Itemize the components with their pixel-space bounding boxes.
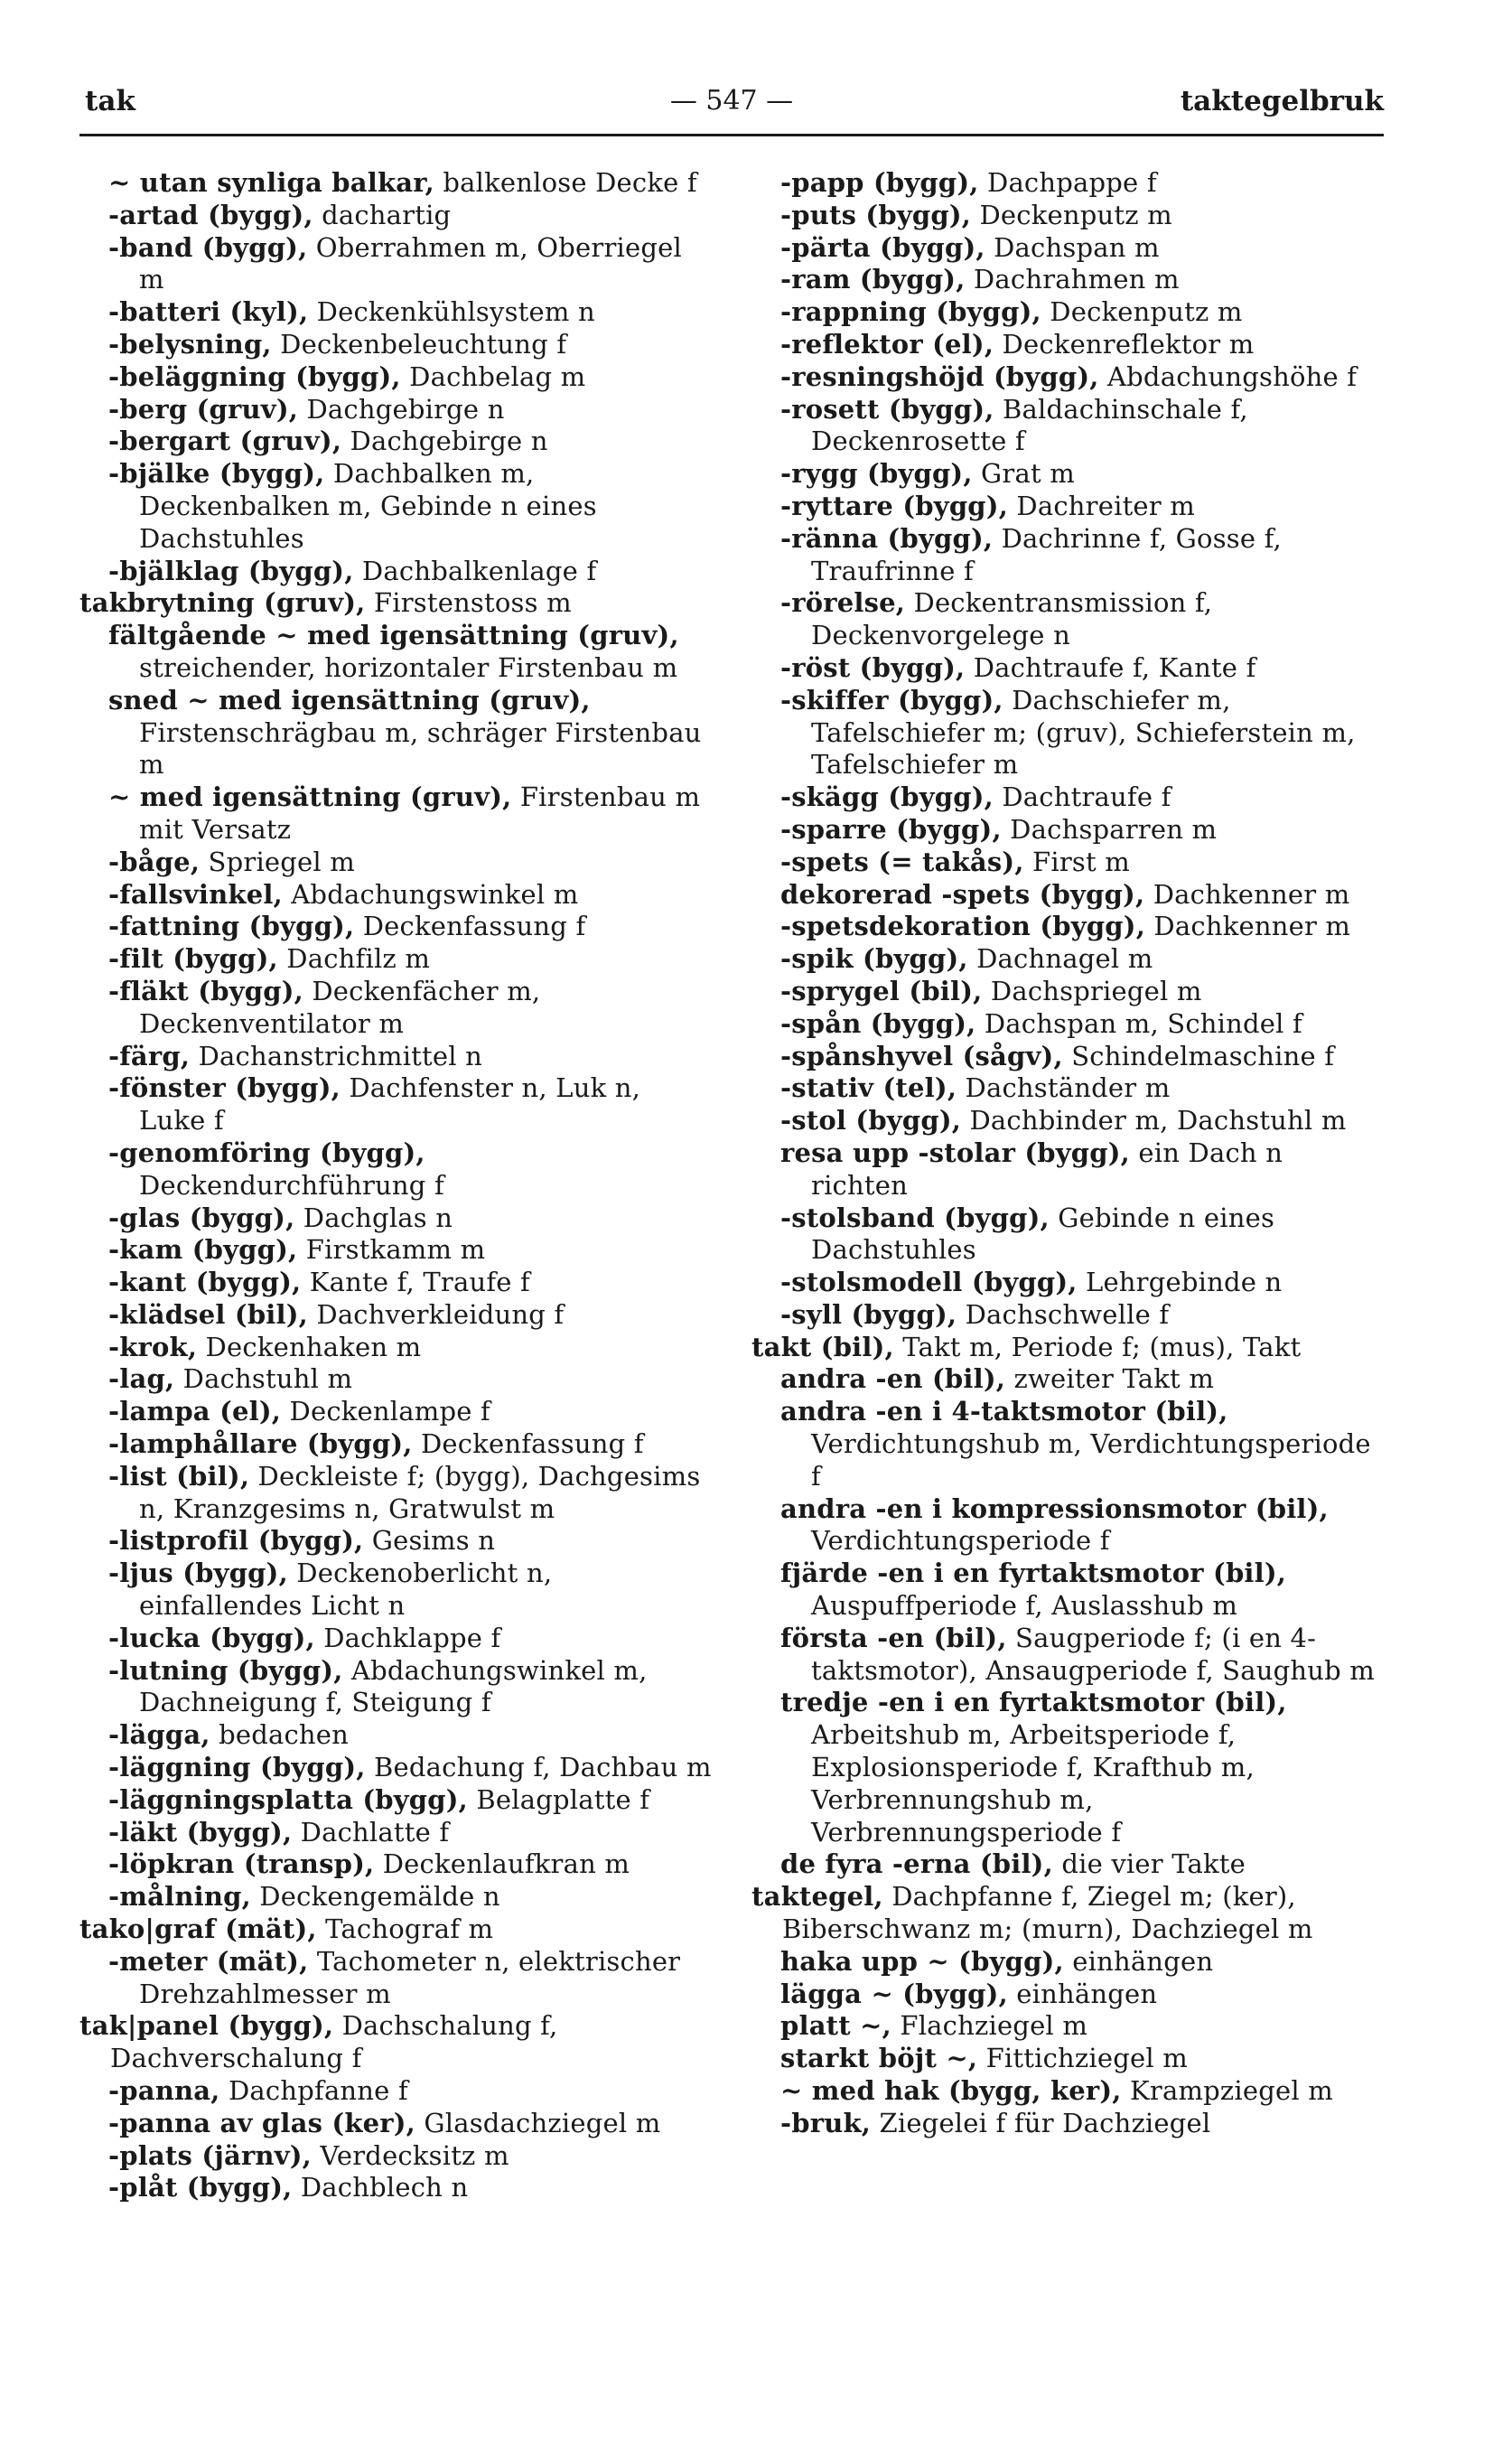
- entry-translation: Dachtraufe f, Kante f: [965, 651, 1256, 683]
- entry-translation: Saugperiode f; (i en 4-taktsmotor), Ansaugperiode f, Saughub m: [811, 1622, 1376, 1686]
- entry-headword: -krok,: [108, 1331, 198, 1362]
- page-number: — 547 —: [669, 85, 794, 117]
- entry-headword: platt ~,: [780, 2010, 891, 2042]
- left-column: [79, 167, 712, 2204]
- dictionary-entry: [751, 1558, 1384, 1623]
- dictionary-entry: [79, 2010, 712, 2075]
- dictionary-entry: [79, 1428, 712, 1461]
- entry-translation: Tachometer n, elektrischer Drehzahlmesser m: [139, 1945, 689, 2009]
- entry-translation: Dachklappe f: [314, 1622, 501, 1653]
- entry-headword: -sprygel (bil),: [780, 975, 983, 1006]
- entry-translation: Deckenputz m: [971, 199, 1172, 230]
- entry-headword: -stativ (tel),: [780, 1072, 957, 1104]
- entry-headword: -lamphållare (bygg),: [108, 1428, 413, 1460]
- dictionary-entry: [79, 458, 712, 555]
- dictionary-entry: [751, 491, 1384, 523]
- entry-translation: Deckenkühlsystem n: [308, 296, 595, 328]
- entry-headword: -listprofil (bygg),: [108, 1525, 364, 1557]
- dictionary-entry: [751, 167, 1384, 200]
- entry-translation: Belagplatte f: [467, 1783, 650, 1815]
- entry-translation: Dachpappe f: [978, 167, 1157, 198]
- dictionary-entry: [79, 781, 712, 847]
- dictionary-entry: [79, 1881, 712, 1913]
- entry-translation: Dachrinne f, Gosse f, Traufrinne f: [811, 522, 1291, 586]
- dictionary-entry: [79, 1719, 712, 1752]
- entry-headword: fältgående ~ med igensättning (gruv),: [108, 620, 679, 651]
- entry-headword: -lutning (bygg),: [108, 1654, 343, 1686]
- dictionary-entry: [79, 2140, 712, 2173]
- entry-translation: Spriegel m: [200, 846, 356, 877]
- entry-headword: -puts (bygg),: [780, 199, 972, 230]
- entry-translation: Verdichtungsperiode f: [811, 1492, 1338, 1557]
- entry-headword: -lägga,: [108, 1719, 210, 1751]
- entry-headword: -kam (bygg),: [108, 1234, 298, 1266]
- entry-translation: bedachen: [210, 1719, 350, 1751]
- entry-translation: balkenlose Decke f: [434, 167, 697, 198]
- entry-translation: Kante f, Traufe f: [301, 1267, 530, 1298]
- dictionary-entry: [79, 1623, 712, 1655]
- dictionary-entry: [751, 976, 1384, 1008]
- dictionary-entry: [751, 1946, 1384, 1979]
- dictionary-entry: [79, 1202, 712, 1235]
- entry-headword: -glas (bygg),: [108, 1202, 295, 1233]
- dictionary-entry: [79, 1817, 712, 1849]
- page-header: [79, 80, 1384, 136]
- entry-translation: ein Dach n richten: [811, 1137, 1292, 1201]
- entry-translation: dachartig: [313, 199, 452, 230]
- entry-translation: Deckleiste f; (bygg), Dachgesims n, Kranzgesims n, Gratwulst m: [139, 1460, 709, 1524]
- dictionary-entry: [751, 458, 1384, 491]
- dictionary-entry: [79, 296, 712, 329]
- entry-headword: -stolsband (bygg),: [780, 1202, 1050, 1233]
- entry-translation: Abdachungswinkel m: [282, 878, 579, 910]
- dictionary-entry: [79, 1558, 712, 1623]
- entry-translation: Dachpfanne f: [219, 2075, 408, 2107]
- entry-translation: Deckenfassung f: [412, 1428, 644, 1460]
- entry-headword: -filt (bygg),: [108, 943, 278, 975]
- entry-translation: Dachpfanne f, Ziegel m; (ker), Biberschwanz m; (murn), Dachziegel m: [782, 1881, 1313, 1945]
- dictionary-entry: [751, 296, 1384, 329]
- entry-translation: die vier Takte: [1052, 1848, 1246, 1880]
- dictionary-entry: [79, 1655, 712, 1720]
- dictionary-entry: [79, 1137, 712, 1202]
- entry-translation: Dachfenster n, Luk n, Luke f: [139, 1072, 649, 1137]
- entry-headword: -skägg (bygg),: [780, 781, 994, 813]
- dictionary-entry: [79, 1299, 712, 1332]
- dictionary-entry: [79, 1946, 712, 2011]
- dictionary-entry: [79, 329, 712, 361]
- entry-headword: takbrytning (gruv),: [79, 587, 366, 619]
- entry-translation: Dachspan m, Schindel f: [975, 1007, 1302, 1039]
- entry-translation: Firstkamm m: [297, 1234, 486, 1266]
- dictionary-entry: [751, 232, 1384, 265]
- dictionary-entry: [79, 1041, 712, 1073]
- dictionary-entry: [79, 1848, 712, 1881]
- dictionary-entry: [751, 652, 1384, 685]
- dictionary-entry: [751, 2108, 1384, 2140]
- entry-translation: Dachgebirge n: [298, 393, 505, 425]
- entry-translation: Oberrahmen m, Oberriegel m: [139, 231, 691, 295]
- entry-translation: Deckendurchführung f: [139, 1137, 444, 1201]
- entry-headword: -panna,: [108, 2075, 220, 2107]
- entry-headword: -löpkran (transp),: [108, 1848, 375, 1880]
- entry-translation: Deckenfassung f: [354, 911, 586, 942]
- entry-headword: -ljus (bygg),: [108, 1558, 288, 1589]
- entry-headword: -plats (järnv),: [108, 2139, 312, 2171]
- dictionary-entry: [79, 361, 712, 394]
- right-column: [751, 167, 1384, 2140]
- entry-headword: haka upp ~ (bygg),: [780, 1945, 1064, 1977]
- entry-headword: sned ~ med igensättning (gruv),: [108, 684, 591, 716]
- dictionary-entry: [751, 264, 1384, 296]
- dictionary-entry: [79, 2172, 712, 2204]
- entry-translation: Dachtraufe f: [993, 781, 1171, 813]
- entry-translation: Dachbalken m, Deckenbalken m, Gebinde n eines Dachstuhles: [139, 458, 606, 554]
- entry-translation: Dachspan m: [985, 231, 1160, 263]
- dictionary-entry: [79, 232, 712, 297]
- entry-headword: -läggningsplatta (bygg),: [108, 1783, 468, 1815]
- entry-translation: Dachverkleidung f: [307, 1298, 565, 1330]
- dictionary-entry: [79, 2075, 712, 2108]
- entry-headword: -spets (= takås),: [780, 846, 1024, 877]
- dictionary-entry: [751, 200, 1384, 232]
- dictionary-entry: [79, 1461, 712, 1526]
- entry-translation: Dachrahmen m: [965, 264, 1180, 295]
- dictionary-entry: [79, 911, 712, 943]
- dictionary-entry: [79, 685, 712, 781]
- header-right-guideword: taktegelbruk: [1180, 85, 1384, 117]
- dictionary-entry: [751, 1008, 1384, 1041]
- entry-translation: Lehrgebinde n: [1077, 1267, 1283, 1298]
- entry-translation: zweiter Takt m: [1005, 1363, 1215, 1395]
- entry-translation: Dachfilz m: [277, 943, 431, 975]
- dictionary-entry: [79, 167, 712, 200]
- entry-headword: andra -en (bil),: [780, 1363, 1006, 1395]
- entry-headword: -bjälke (bygg),: [108, 458, 325, 490]
- dictionary-entry: [751, 781, 1384, 814]
- entry-headword: -spik (bygg),: [780, 943, 968, 975]
- entry-translation: Dachreiter m: [1008, 490, 1195, 521]
- dictionary-entry: [79, 587, 712, 620]
- entry-translation: Gesims n: [363, 1525, 496, 1557]
- entry-translation: Dachnagel m: [967, 943, 1153, 975]
- entry-headword: -rygg (bygg),: [780, 458, 973, 490]
- dictionary-entry: [751, 1299, 1384, 1332]
- entry-headword: fjärde -en i en fyrtaktsmotor (bil),: [780, 1558, 1287, 1589]
- dictionary-entry: [79, 1913, 712, 1946]
- entry-translation: Deckenreflektor m: [994, 328, 1255, 360]
- entry-headword: -reflektor (el),: [780, 328, 994, 360]
- entry-translation: Auspuffperiode f, Auslasshub m: [811, 1558, 1295, 1622]
- entry-headword: -lucka (bygg),: [108, 1622, 315, 1653]
- entry-headword: tak|panel (bygg),: [79, 2010, 334, 2042]
- dictionary-entry: [751, 329, 1384, 361]
- dictionary-entry: [79, 976, 712, 1041]
- dictionary-entry: [751, 1332, 1384, 1364]
- dictionary-entry: [79, 1332, 712, 1364]
- entry-headword: -läkt (bygg),: [108, 1816, 293, 1848]
- entry-headword: -ränna (bygg),: [780, 522, 994, 554]
- dictionary-entry: [751, 587, 1384, 652]
- dictionary-entry: [751, 1267, 1384, 1299]
- entry-headword: -batteri (kyl),: [108, 296, 309, 328]
- entry-translation: Bedachung f, Dachbau m: [365, 1752, 712, 1783]
- dictionary-entry: [79, 1525, 712, 1558]
- dictionary-entry: [751, 814, 1384, 847]
- entry-translation: Dachständer m: [957, 1072, 1171, 1104]
- entry-translation: Dachlatte f: [292, 1816, 450, 1848]
- dictionary-entry: [751, 1137, 1384, 1202]
- entry-headword: -rosett (bygg),: [780, 393, 994, 425]
- dictionary-entry: [751, 1072, 1384, 1105]
- entry-headword: -skiffer (bygg),: [780, 684, 1003, 716]
- dictionary-entry: [751, 1848, 1384, 1881]
- entry-headword: -bergart (gruv),: [108, 426, 342, 457]
- dictionary-entry: [79, 1784, 712, 1817]
- entry-translation: Dachkenner m: [1144, 878, 1350, 910]
- entry-headword: -båge,: [108, 846, 201, 877]
- dictionary-entry: [79, 1363, 712, 1396]
- dictionary-entry: [751, 1202, 1384, 1268]
- entry-headword: -ryttare (bygg),: [780, 490, 1008, 521]
- entry-headword: ~ med igensättning (gruv),: [108, 781, 512, 813]
- entry-translation: Verdichtungshub m, Verdichtungsperiode f: [811, 1396, 1380, 1492]
- entry-headword: -resningshöjd (bygg),: [780, 360, 1099, 392]
- dictionary-entry: [751, 1041, 1384, 1073]
- entry-headword: -kant (bygg),: [108, 1267, 302, 1298]
- entry-headword: andra -en i kompressionsmotor (bil),: [780, 1492, 1329, 1524]
- entry-headword: tredje -en i en fyrtaktsmotor (bil),: [780, 1687, 1287, 1718]
- entry-headword: första -en (bil),: [780, 1622, 1007, 1653]
- entry-translation: Deckenputz m: [1041, 296, 1243, 328]
- entry-headword: -röst (bygg),: [780, 651, 966, 683]
- entry-headword: -meter (mät),: [108, 1945, 309, 1977]
- entry-translation: Firstenschrägbau m, schräger Firstenbau m: [139, 684, 710, 781]
- entry-headword: -spånshyvel (sågv),: [780, 1040, 1063, 1071]
- dictionary-entry: [79, 1267, 712, 1299]
- dictionary-entry: [751, 943, 1384, 976]
- entry-headword: de fyra -erna (bil),: [780, 1848, 1053, 1880]
- dictionary-entry: [751, 1979, 1384, 2011]
- dictionary-entry: [79, 1396, 712, 1428]
- entry-translation: Dachkenner m: [1145, 911, 1351, 942]
- entry-headword: -band (bygg),: [108, 231, 308, 263]
- dictionary-entry: [751, 1881, 1384, 1946]
- entry-headword: -bruk,: [780, 2107, 872, 2138]
- entry-translation: Dachbelag m: [400, 360, 586, 392]
- entry-translation: Firstenbau m mit Versatz: [139, 781, 709, 845]
- entry-translation: Dachschwelle f: [957, 1298, 1170, 1330]
- header-left-guideword: tak: [85, 85, 135, 117]
- entry-translation: Dachstuhl m: [174, 1363, 353, 1395]
- entry-translation: Dachspriegel m: [982, 975, 1202, 1006]
- dictionary-entry: [751, 394, 1384, 459]
- entry-translation: Firstenstoss m: [365, 587, 572, 619]
- entry-translation: Arbeitshub m, Arbeitsperiode f, Explosionsperiode f, Krafthub m, Verbrennungshub m, Verbrennungsperiode f: [811, 1687, 1296, 1848]
- entry-translation: Deckentransmission f, Deckenvorgelege n: [811, 587, 1221, 651]
- dictionary-entry: [751, 1493, 1384, 1558]
- entry-translation: Deckenlampe f: [281, 1396, 490, 1427]
- entry-headword: takt (bil),: [751, 1331, 894, 1362]
- entry-translation: Deckenfächer m, Deckenventilator m: [139, 975, 549, 1039]
- entry-headword: -bjälklag (bygg),: [108, 555, 354, 586]
- entry-headword: -spån (bygg),: [780, 1007, 976, 1039]
- dictionary-entry: [79, 847, 712, 879]
- entry-headword: -list (bil),: [108, 1460, 250, 1492]
- entry-translation: Gebinde n eines Dachstuhles: [811, 1202, 1283, 1266]
- entry-translation: Dachglas n: [294, 1202, 453, 1233]
- entry-translation: Dachschiefer m, Tafelschiefer m; (gruv), Schieferstein m, Tafelschiefer m: [811, 684, 1364, 781]
- entry-headword: -papp (bygg),: [780, 167, 979, 198]
- entry-headword: -lampa (el),: [108, 1396, 282, 1427]
- entry-translation: streichender, horizontaler Firstenbau m: [139, 620, 688, 683]
- entry-translation: Grat m: [972, 458, 1075, 490]
- entry-translation: einhängen: [1007, 1978, 1158, 2009]
- entry-headword: resa upp -stolar (bygg),: [780, 1137, 1130, 1168]
- entry-headword: -fönster (bygg),: [108, 1072, 341, 1104]
- entry-translation: Tachograf m: [316, 1913, 494, 1945]
- entry-headword: -färg,: [108, 1040, 191, 1071]
- entry-headword: -spetsdekoration (bygg),: [780, 911, 1146, 942]
- dictionary-entry: [751, 2043, 1384, 2075]
- dictionary-entry: [79, 556, 712, 588]
- entry-translation: First m: [1023, 846, 1130, 877]
- entry-translation: Deckenbeleuchtung f: [271, 328, 567, 360]
- entry-headword: -lag,: [108, 1363, 175, 1395]
- entry-headword: -plåt (bygg),: [108, 2172, 293, 2203]
- dictionary-entry: [79, 943, 712, 976]
- entry-headword: tako|graf (mät),: [79, 1913, 317, 1945]
- dictionary-entry: [79, 394, 712, 426]
- entry-headword: taktegel,: [751, 1881, 883, 1913]
- dictionary-entry: [751, 685, 1384, 781]
- entry-headword: -genomföring (bygg),: [108, 1137, 425, 1168]
- dictionary-entry: [79, 2108, 712, 2140]
- entry-translation: Ziegelei f für Dachziegel: [871, 2107, 1211, 2138]
- dictionary-entry: [79, 426, 712, 458]
- dictionary-entry: [751, 1105, 1384, 1137]
- entry-translation: Flachziegel m: [891, 2010, 1088, 2042]
- entry-headword: -fläkt (bygg),: [108, 975, 303, 1006]
- entry-headword: -läggning (bygg),: [108, 1752, 366, 1783]
- dictionary-entry: [751, 911, 1384, 943]
- dictionary-entry: [751, 1687, 1384, 1848]
- dictionary-entry: [751, 2075, 1384, 2108]
- entry-headword: -belysning,: [108, 328, 272, 360]
- entry-translation: Dachblech n: [292, 2172, 469, 2203]
- entry-translation: Deckenhaken m: [197, 1331, 422, 1362]
- dictionary-entry: [751, 879, 1384, 912]
- entry-translation: Dachsparren m: [1001, 813, 1218, 845]
- dictionary-entry: [751, 847, 1384, 879]
- dictionary-entry: [79, 200, 712, 232]
- dictionary-entry: [79, 1072, 712, 1137]
- entry-translation: Dachbalkenlage f: [353, 555, 597, 586]
- dictionary-entry: [751, 523, 1384, 588]
- entry-headword: -målning,: [108, 1881, 251, 1913]
- entry-translation: Dachschalung f, Dachverschalung f: [110, 2010, 566, 2074]
- entry-headword: -beläggning (bygg),: [108, 360, 401, 392]
- entry-translation: Dachanstrichmittel n: [190, 1040, 483, 1071]
- entry-headword: -stol (bygg),: [780, 1105, 962, 1137]
- entry-headword: -rörelse,: [780, 587, 906, 619]
- entry-translation: einhängen: [1063, 1945, 1214, 1977]
- entry-translation: Fittichziegel m: [977, 2043, 1188, 2074]
- entry-translation: Abdachungswinkel m, Dachneigung f, Steigung f: [139, 1654, 656, 1718]
- dictionary-entry: [79, 1234, 712, 1267]
- dictionary-entry: [751, 1396, 1384, 1492]
- entry-headword: lägga ~ (bygg),: [780, 1978, 1008, 2009]
- entry-translation: Glasdachziegel m: [415, 2107, 661, 2138]
- entry-headword: -fallsvinkel,: [108, 878, 283, 910]
- entry-translation: Deckenoberlicht n, einfallendes Licht n: [139, 1558, 561, 1622]
- entry-headword: -pärta (bygg),: [780, 231, 985, 263]
- entry-headword: -panna av glas (ker),: [108, 2107, 415, 2138]
- dictionary-entry: [751, 1363, 1384, 1396]
- entry-headword: -ram (bygg),: [780, 264, 966, 295]
- entry-translation: Takt m, Periode f; (mus), Takt: [893, 1331, 1302, 1362]
- entry-headword: -syll (bygg),: [780, 1298, 957, 1330]
- entry-headword: dekorerad -spets (bygg),: [780, 878, 1145, 910]
- entry-headword: -klädsel (bil),: [108, 1298, 308, 1330]
- dictionary-entry: [79, 620, 712, 685]
- entry-headword: ~ med hak (bygg, ker),: [780, 2075, 1122, 2107]
- entry-headword: starkt böjt ~,: [780, 2043, 978, 2074]
- entry-headword: -stolsmodell (bygg),: [780, 1267, 1078, 1298]
- entry-translation: Deckengemälde n: [250, 1881, 500, 1913]
- entry-headword: andra -en i 4-taktsmotor (bil),: [780, 1396, 1228, 1427]
- dictionary-entry: [751, 2010, 1384, 2043]
- entry-translation: Dachbinder m, Dachstuhl m: [961, 1105, 1347, 1137]
- entry-headword: -artad (bygg),: [108, 199, 313, 230]
- entry-headword: ~ utan synliga balkar,: [108, 167, 434, 198]
- dictionary-entry: [79, 1752, 712, 1784]
- entry-headword: -sparre (bygg),: [780, 813, 1002, 845]
- entry-headword: -berg (gruv),: [108, 393, 299, 425]
- entry-translation: Abdachungshöhe f: [1098, 360, 1358, 392]
- entry-translation: Krampziegel m: [1121, 2075, 1333, 2107]
- entry-headword: -rappning (bygg),: [780, 296, 1041, 328]
- dictionary-entry: [79, 879, 712, 912]
- dictionary-entry: [751, 1623, 1384, 1688]
- entry-translation: Deckenlaufkran m: [374, 1848, 630, 1880]
- dictionary-entry: [751, 361, 1384, 394]
- entry-translation: Dachgebirge n: [341, 426, 548, 457]
- entry-translation: Schindelmaschine f: [1062, 1040, 1335, 1071]
- entry-translation: Baldachinschale f, Deckenrosette f: [811, 393, 1257, 457]
- entry-translation: Verdecksitz m: [311, 2139, 509, 2171]
- entry-headword: -fattning (bygg),: [108, 911, 355, 942]
